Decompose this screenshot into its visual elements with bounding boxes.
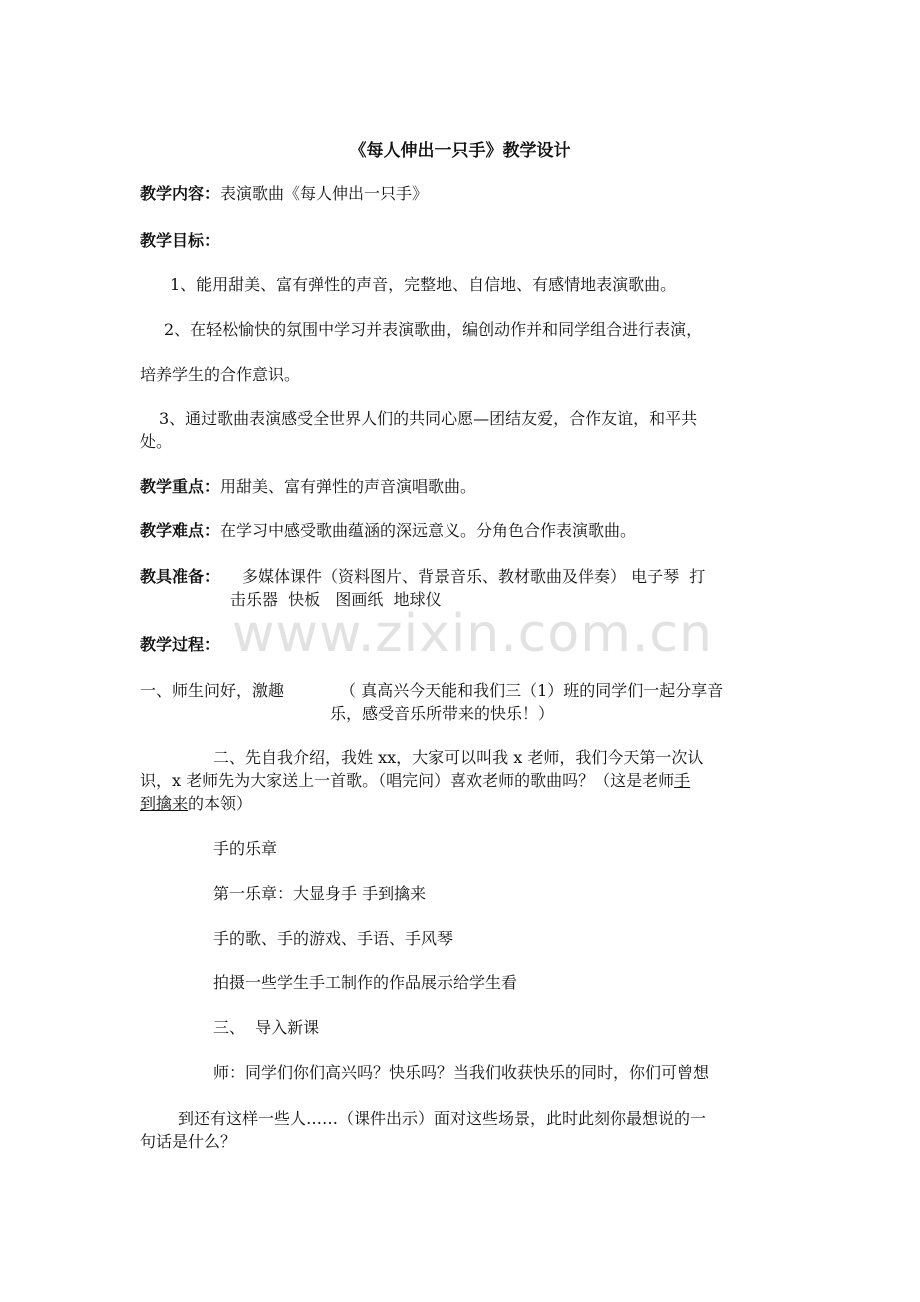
- process-label: 教学过程：: [140, 635, 221, 654]
- goal-item-3-line1: 3、通过歌曲表演感受全世界人们的共同心愿—团结友爱，合作友谊，和平共: [159, 409, 698, 428]
- equipment-line1: 多媒体课件（资料图片、背景音乐、教材歌曲及伴奏） 电子琴 打: [242, 567, 706, 586]
- photo-text: 拍摄一些学生手工制作的作品展示给学生看: [213, 973, 518, 992]
- difficulty-row: [140, 520, 636, 542]
- first-movement: 第一乐章：大显身手 手到擒来: [213, 884, 427, 903]
- step1-note-line1: （ 真高兴今天能和我们三（1）班的同学们一起分享音: [340, 681, 724, 700]
- goals-label: 教学目标：: [140, 231, 221, 250]
- goal-item-3-line2: 处。: [140, 432, 173, 451]
- step2-line1: 二、先自我介绍，我姓 xx，大家可以叫我 x 老师，我们今天第一次认: [213, 748, 704, 767]
- teacher-line1: 师：同学们你们高兴吗？快乐吗？当我们收获快乐的同时，你们可曾想: [213, 1063, 710, 1082]
- hand-chapter: 手的乐章: [213, 839, 278, 858]
- document-title: 《每人伸出一只手》教学设计: [349, 141, 571, 161]
- step1-heading: 一、师生问好，激趣: [140, 681, 285, 700]
- key-point-text: 用甜美、富有弹性的声音演唱歌曲。: [220, 477, 477, 496]
- equipment-label: 教具准备：: [140, 567, 221, 586]
- goal-item-1: 1、能用甜美、富有弹性的声音，完整地、自信地、有感情地表演歌曲。: [170, 275, 677, 294]
- content-text: 表演歌曲《每人伸出一只手》: [220, 184, 429, 203]
- step2-line2: [140, 770, 690, 792]
- key-point-label: 教学重点：: [140, 477, 221, 496]
- step3-heading: 三、 导入新课: [213, 1018, 320, 1037]
- step2-line3-rest: 的本领）: [188, 794, 253, 813]
- difficulty-label: 教学难点：: [140, 521, 221, 540]
- watermark: www.zixin.com.cn: [232, 604, 713, 664]
- content-row: [140, 183, 428, 205]
- step2-line2-text: 识，x 老师先为大家送上一首歌。（唱完问）喜欢老师的歌曲吗？（这是老师: [140, 771, 675, 790]
- hand-items: 手的歌、手的游戏、手语、手风琴: [213, 929, 454, 948]
- teacher-line3: 句话是什么？: [140, 1132, 237, 1151]
- content-label: 教学内容：: [140, 184, 221, 203]
- teacher-line2: 到还有这样一些人……（课件出示）面对这些场景，此时此刻你最想说的一: [178, 1109, 707, 1128]
- step2-line3: [140, 793, 252, 815]
- goal-item-2-line1: 2、在轻松愉快的氛围中学习并表演歌曲，编创动作并和同学组合进行表演，: [164, 320, 703, 339]
- step2-underlined-hand: 手: [674, 771, 691, 790]
- key-point-row: [140, 476, 476, 498]
- goal-item-2-line2: 培养学生的合作意识。: [140, 365, 301, 384]
- difficulty-text: 在学习中感受歌曲蕴涵的深远意义。分角色合作表演歌曲。: [220, 521, 637, 540]
- step2-underlined-phrase: 到擒来: [140, 794, 189, 813]
- step1-note-line2: 乐，感受音乐所带来的快乐！）: [330, 704, 555, 723]
- equipment-line2: 击乐器 快板 图画纸 地球仪: [230, 590, 442, 609]
